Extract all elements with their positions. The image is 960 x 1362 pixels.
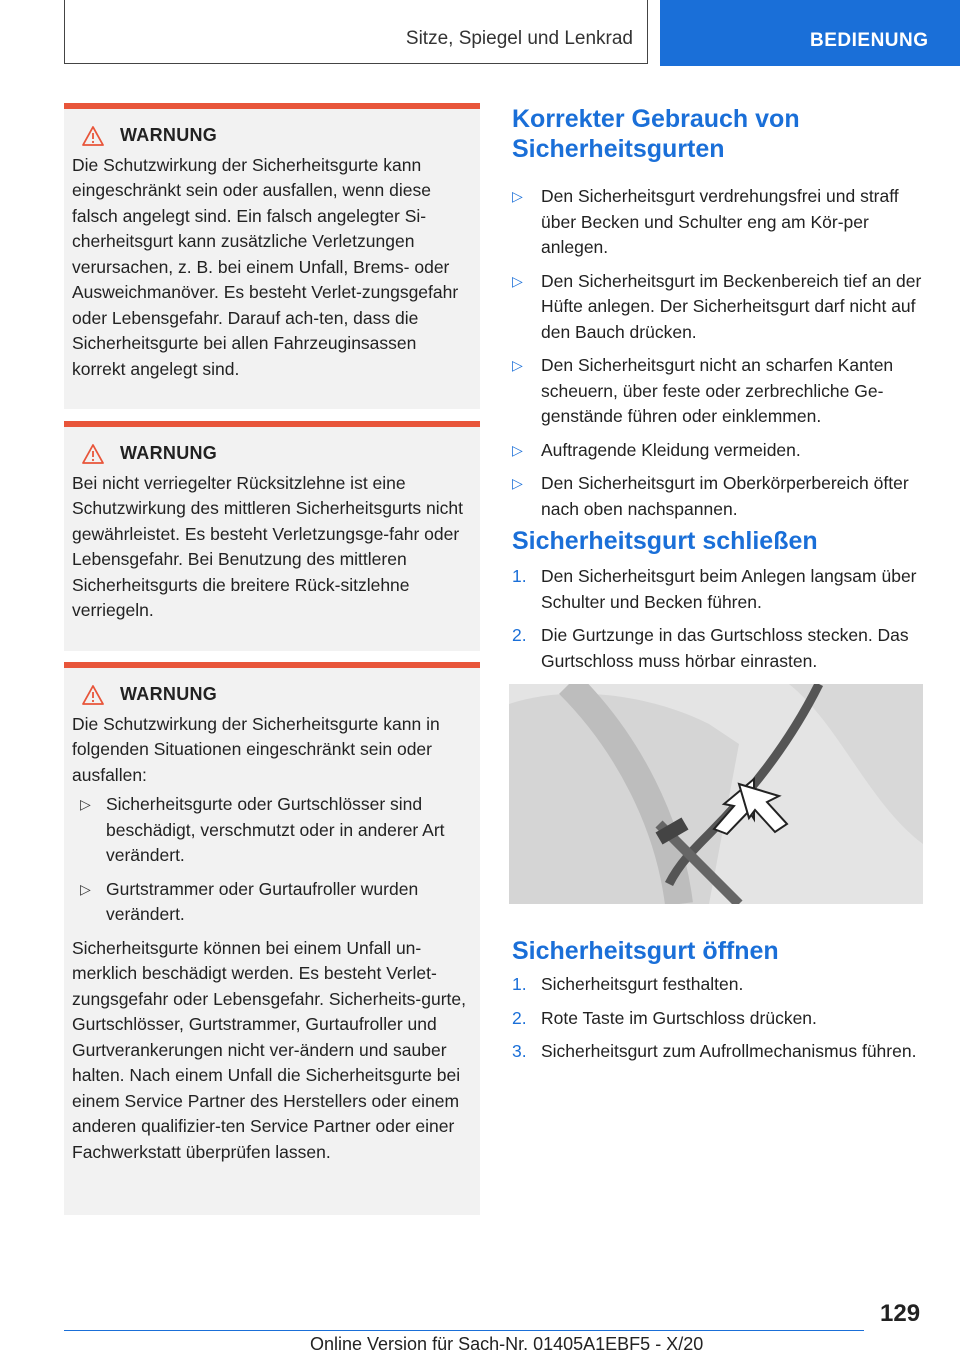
- list-number: 1.: [512, 566, 527, 586]
- header-section-box: [64, 0, 648, 64]
- warning-header: [82, 682, 472, 708]
- list-item: [72, 792, 472, 869]
- list-item-text: Sicherheitsgurt festhalten.: [541, 974, 744, 994]
- list-item-text: Den Sicherheitsgurt verdrehungsfrei und straff über Becken und Schulter eng am Kör-per anlegen.: [541, 186, 899, 257]
- list-item: [512, 184, 932, 261]
- list-item: [512, 1039, 932, 1065]
- footer-divider: [64, 1330, 864, 1331]
- list-number: 2.: [512, 625, 527, 645]
- warning-list: [72, 792, 472, 928]
- list-item-text: Sicherheitsgurte oder Gurtschlösser sind beschädigt, verschmutzt oder in anderer Art verändert.: [106, 794, 445, 865]
- warning-triangle-icon: [82, 444, 104, 464]
- list-item-text: Den Sicherheitsgurt nicht an scharfen Kanten scheuern, über feste oder zerbrechliche Ge-genstände führen oder einklemmen.: [541, 355, 894, 426]
- warning-text: Die Schutzwirkung der Sicherheitsgurte kann eingeschränkt sein oder ausfallen, wenn diese falsch angelegt sind. Ein falsch angelegter Si-cherheitsgurt kann zusätzliche Verletzungen verursachen, z. B. bei einem Unfall, Brems- oder Ausweichmanöver. Es besteht Verlet-zungsgefahr oder Lebensgefahr. Darauf ach-ten, dass die Sicherheitsgurte bei allen Fahrzeuginsassen korrekt angelegt sind.: [72, 154, 459, 379]
- list-number: 3.: [512, 1041, 527, 1061]
- list-item: [512, 623, 932, 674]
- list-item-text: Den Sicherheitsgurt beim Anlegen langsam über Schulter und Becken führen.: [541, 566, 917, 612]
- list-item: [72, 877, 472, 928]
- triangle-right-icon: ▷: [512, 272, 523, 289]
- list-number: 2.: [512, 1007, 527, 1028]
- list-item: [512, 353, 932, 430]
- triangle-right-icon: ▷: [512, 475, 523, 491]
- section-heading: Sicherheitsgurt öffnen: [512, 937, 779, 965]
- chapter-title: BEDIENUNG: [810, 30, 929, 51]
- warning-box-2: [64, 421, 480, 651]
- warning-title: WARNUNG: [120, 684, 218, 704]
- section-heading: Sicherheitsgurt schließen: [512, 527, 818, 555]
- list-item-text: Den Sicherheitsgurt im Beckenbereich tief an der Hüfte anlegen. Der Sicherheitsgurt darf nicht auf den Bauch drücken.: [541, 270, 922, 342]
- list-item-text: Sicherheitsgurt zum Aufrollmechanismus führen.: [541, 1041, 917, 1061]
- section-oeffnen: [512, 936, 932, 1073]
- list-item: [512, 269, 932, 346]
- page-number: 129: [880, 1300, 921, 1327]
- warning-header: [82, 123, 472, 149]
- list-item-text: Den Sicherheitsgurt im Oberkörperbereich öfter nach oben nachspannen.: [541, 473, 909, 519]
- warning-title: WARNUNG: [120, 443, 218, 463]
- triangle-right-icon: ▷: [512, 188, 523, 204]
- list-item: [512, 972, 932, 998]
- section-schliessen: [512, 526, 932, 682]
- list-item-text: Die Gurtzunge in das Gurtschloss stecken. Das Gurtschloss muss hörbar einrasten.: [541, 625, 909, 671]
- list-item: [512, 471, 932, 522]
- triangle-right-icon: ▷: [512, 441, 523, 458]
- list-item: [512, 564, 932, 615]
- warning-intro: Die Schutzwirkung der Sicherheitsgurte kann in folgenden Situationen eingeschränkt sein oder ausfallen:: [72, 713, 440, 785]
- warning-title: WARNUNG: [120, 125, 218, 145]
- triangle-right-icon: ▷: [80, 880, 91, 897]
- page-header: [0, 0, 960, 66]
- warning-outro: Sicherheitsgurte können bei einem Unfall un-merklich beschädigt werden. Es besteht Verlet-zungsgefahr oder Lebensgefahr. Sicherheits-gurte, Gurtschlösser, Gurtstrammer, Gurtaufroller und Gurtverankerungen nicht ver-ändern und sauber halten. Nach einem Unfall die Sicherheitsgurte bei einem Service Partner des Herstellers oder einem anderen qualifizier-ten Service Partner oder einer Fachwerkstatt überprüfen lassen.: [72, 937, 467, 1162]
- triangle-right-icon: ▷: [512, 357, 523, 373]
- warning-header: [82, 441, 472, 467]
- triangle-right-icon: ▷: [80, 796, 91, 812]
- seatbelt-illustration: [509, 684, 923, 904]
- warning-triangle-icon: [82, 685, 104, 705]
- bullet-list: [512, 184, 932, 522]
- seatbelt-buckle-image: [509, 684, 923, 904]
- warning-text: Bei nicht verriegelter Rücksitzlehne ist eine Schutzwirkung des mittleren Sicherheitsgurts nicht gewährleistet. Es besteht Verletzungsge-fahr oder Lebensgefahr. Bei Benutzung des mittleren Sicherheitsgurts die breitere Rück-sitzlehne verriegeln.: [72, 472, 464, 620]
- list-item: [512, 1006, 932, 1032]
- section-heading: Korrekter Gebrauch von Sicherheitsgurten: [512, 105, 800, 163]
- footer-text: Online Version für Sach-Nr. 01405A1EBF5 - X/20: [310, 1334, 704, 1354]
- warning-box-3: [64, 662, 480, 1215]
- list-item-text: Rote Taste im Gurtschloss drücken.: [541, 1007, 817, 1028]
- list-item-text: Gurtstrammer oder Gurtaufroller wurden verändert.: [106, 878, 419, 924]
- warning-box-1: [64, 103, 480, 409]
- list-item: [512, 438, 932, 464]
- warning-triangle-icon: [82, 126, 104, 146]
- numbered-list: [512, 972, 932, 1065]
- section-korrekter-gebrauch: [512, 104, 932, 530]
- chapter-tab: [660, 0, 960, 66]
- section-title: Sitze, Spiegel und Lenkrad: [405, 28, 633, 49]
- list-item-text: Auftragende Kleidung vermeiden.: [541, 439, 801, 460]
- numbered-list: [512, 564, 932, 674]
- list-number: 1.: [512, 974, 527, 994]
